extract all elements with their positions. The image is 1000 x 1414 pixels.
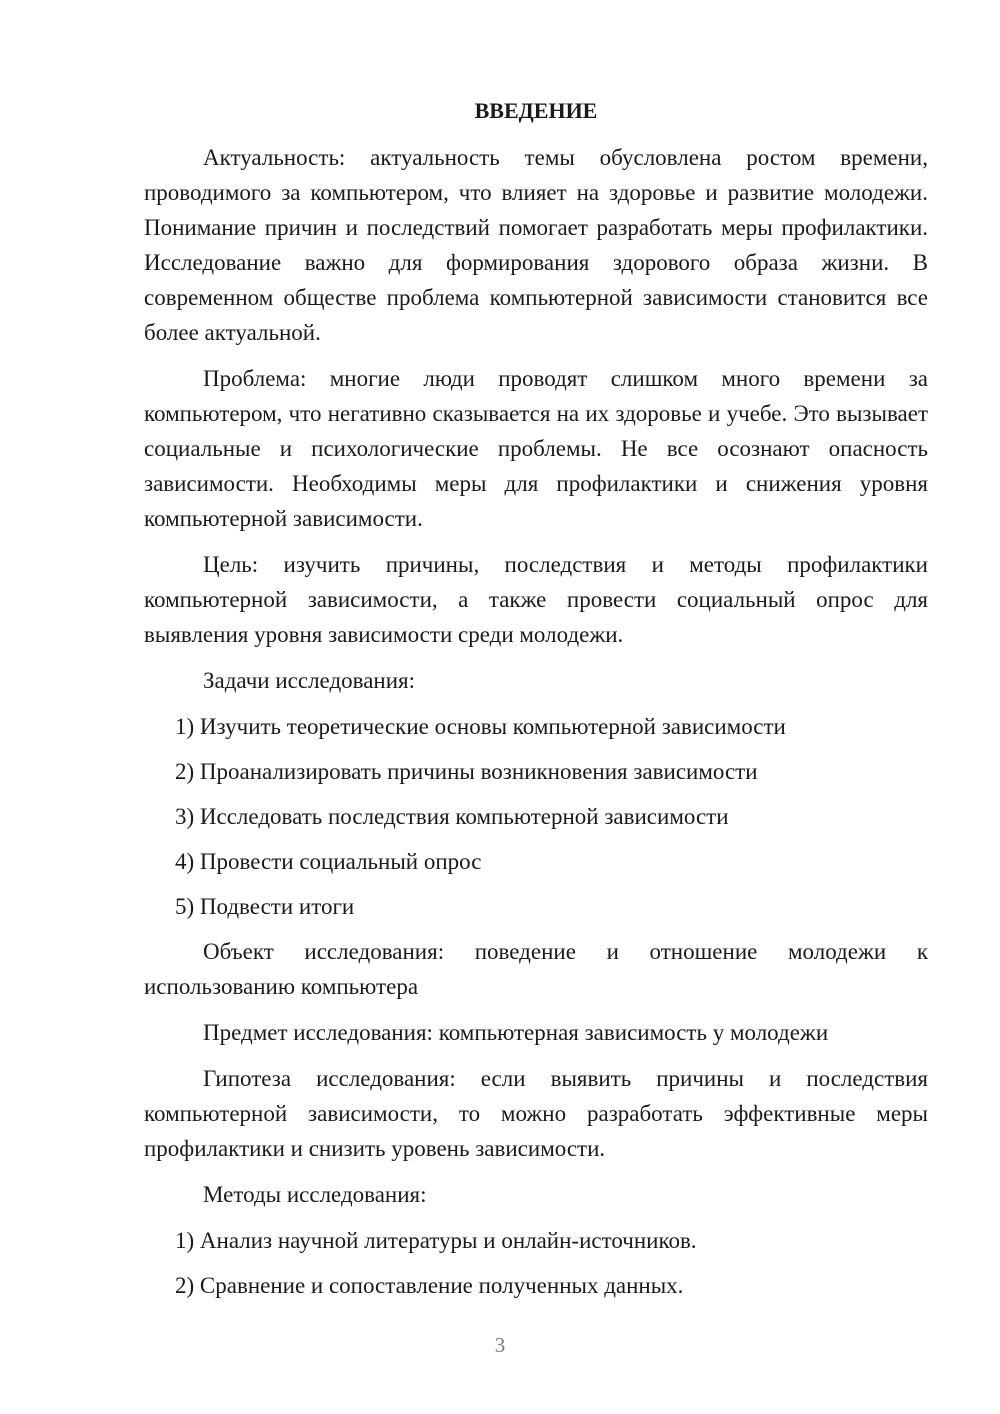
- object-paragraph: Объект исследования: поведение и отношение молодежи к использованию компьютера: [144, 939, 928, 999]
- page-content: [144, 93, 928, 1313]
- list-item: 2) Проанализировать причины возникновения зависимости: [175, 759, 758, 784]
- page-title: ВВЕДЕНИЕ: [474, 98, 598, 123]
- tasks-heading: Задачи исследования:: [203, 668, 416, 693]
- list-item: 3) Исследовать последствия компьютерной зависимости: [175, 804, 729, 829]
- goal-paragraph: Цель: изучить причины, последствия и методы профилактики компьютерной зависимости, а также провести социальный опрос для выявления уровня зависимости среди молодежи.: [144, 552, 928, 647]
- list-item: 5) Подвести итоги: [175, 894, 355, 919]
- list-item: 1) Анализ научной литературы и онлайн-источников.: [175, 1228, 697, 1253]
- list-item: 1) Изучить теоретические основы компьютерной зависимости: [175, 714, 786, 739]
- subject-paragraph: Предмет исследования: компьютерная зависимость у молодежи: [203, 1020, 829, 1045]
- methods-list: [144, 1223, 928, 1303]
- page-number: 3: [494, 1333, 506, 1357]
- tasks-list: [144, 709, 928, 924]
- list-item: 4) Провести социальный опрос: [175, 849, 482, 874]
- hypothesis-paragraph: Гипотеза исследования: если выявить причины и последствия компьютерной зависимости, то можно разработать эффективные меры профилактики и снизить уровень зависимости.: [144, 1066, 928, 1161]
- problem-paragraph: Проблема: многие люди проводят слишком много времени за компьютером, что негативно сказывается на их здоровье и учебе. Это вызывает социальные и психологические проблемы. Не все осознают опасность зависимости. Необходимы меры для профилактики и снижения уровня компьютерной зависимости.: [144, 366, 928, 531]
- list-item: 2) Сравнение и сопоставление полученных данных.: [175, 1273, 684, 1298]
- relevance-paragraph: Актуальность: актуальность темы обусловлена ростом времени, проводимого за компьютером, что влияет на здоровье и развитие молодежи. Понимание причин и последствий помогает разработать меры профилактики. Исследование важно для формирования здорового образа жизни. В современном обществе проблема компьютерной зависимости становится все более актуальной.: [144, 145, 928, 345]
- methods-heading: Методы исследования:: [203, 1182, 427, 1207]
